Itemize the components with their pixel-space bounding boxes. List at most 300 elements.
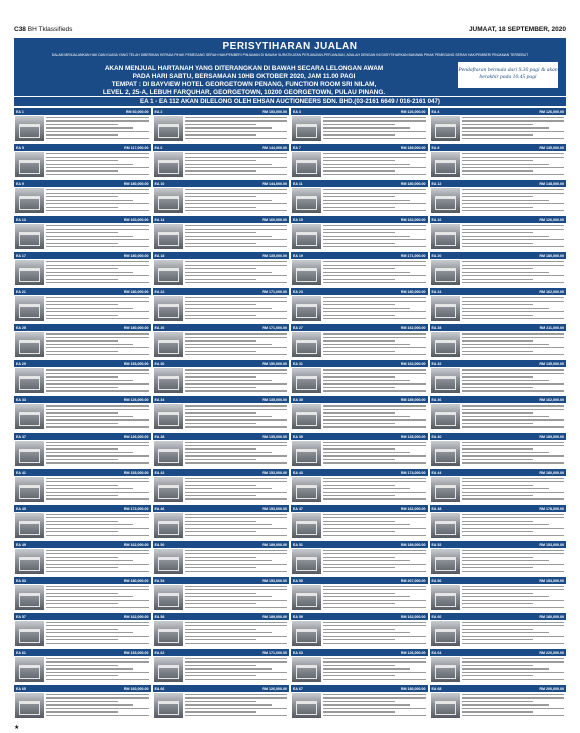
lot-number: EA 53 (16, 578, 26, 583)
lot-listing (153, 144, 290, 179)
lot-description-text (46, 442, 149, 467)
lot-listing (14, 505, 151, 540)
lot-description-text (462, 550, 565, 575)
lot-reserve-price: RM 178,000.00 (539, 506, 564, 511)
lot-description-text (323, 189, 426, 214)
lot-reserve-price: RM 160,000.00 (123, 218, 149, 223)
lot-listing (14, 469, 151, 504)
lot-description-text (323, 297, 426, 322)
lot-number: EA 59 (293, 614, 303, 619)
lot-number: EA 25 (16, 326, 26, 331)
lot-reserve-price: RM 220,000.00 (539, 650, 564, 655)
lot-header (153, 542, 290, 548)
lot-listing (291, 577, 428, 612)
property-photo (154, 477, 183, 502)
lot-number: EA 48 (431, 506, 442, 511)
lot-number: EA 57 (16, 614, 26, 619)
lot-number: EA 58 (154, 614, 165, 619)
auctioneer-line: EA 1 - EA 112 AKAN DILELONG OLEH EHSAN AUCTIONEERS SDN. BHD.(03-2161 6649 / 016-2161 047) (14, 97, 566, 106)
lot-listing (14, 685, 151, 720)
lot-listing (14, 649, 151, 684)
lot-description-text (323, 117, 426, 142)
lot-number: EA 3 (293, 110, 301, 114)
lot-number: EA 39 (293, 434, 303, 439)
lot-reserve-price: RM 135,000.00 (262, 434, 287, 439)
lot-description-text (46, 514, 149, 539)
lot-reserve-price: RM 180,000.00 (400, 686, 426, 691)
lot-header (14, 325, 151, 331)
lot-number: EA 4 (431, 110, 440, 114)
lot-number: EA 66 (154, 686, 165, 691)
lot-header (14, 542, 151, 548)
lot-number: EA 21 (16, 290, 26, 295)
lot-listing (291, 649, 428, 684)
lot-header (153, 253, 290, 259)
lot-reserve-price: RM 144,000.00 (262, 182, 287, 187)
lot-reserve-price: RM 117,000.00 (124, 146, 149, 151)
lot-number: EA 64 (431, 650, 442, 655)
lot-reserve-price: RM 207,000.00 (400, 578, 426, 583)
lot-reserve-price: RM 153,000.00 (539, 542, 564, 547)
lot-number: EA 43 (293, 470, 303, 475)
lot-listing (153, 649, 290, 684)
lot-number: EA 14 (154, 218, 165, 223)
lot-header (14, 397, 151, 403)
lot-description-text (46, 550, 149, 575)
property-photo (292, 549, 321, 574)
lot-listing (291, 433, 428, 468)
lot-listing (14, 541, 151, 576)
lot-header (291, 181, 428, 187)
property-photo (431, 116, 460, 141)
lot-reserve-price: RM 189,000.00 (400, 146, 426, 151)
property-photo (154, 585, 183, 610)
lot-listing (430, 577, 567, 612)
lot-description-text (323, 369, 426, 394)
lot-listing (153, 541, 290, 576)
lot-reserve-price: RM 162,000.00 (400, 506, 426, 511)
lot-description-text (46, 478, 149, 503)
lot-header (291, 289, 428, 295)
lot-reserve-price: RM 135,000.00 (400, 434, 426, 439)
lot-header (153, 506, 290, 512)
lot-reserve-price: RM 171,000.00 (262, 290, 287, 295)
lot-listing (14, 396, 151, 431)
lot-listing (153, 108, 290, 143)
lot-header (430, 361, 567, 367)
lot-description-text (323, 478, 426, 503)
lot-description-text (323, 153, 426, 178)
lot-listing (153, 469, 290, 504)
lot-reserve-price: RM 126,000.00 (539, 110, 564, 114)
lot-number: EA 28 (431, 326, 442, 331)
lot-reserve-price: RM 153,000.00 (262, 578, 287, 583)
lot-number: EA 50 (154, 542, 165, 547)
property-photo (292, 657, 321, 682)
lot-reserve-price: RM 160,000.00 (123, 686, 149, 691)
lot-reserve-price: RM 171,000.00 (400, 254, 426, 259)
lot-header (14, 289, 151, 295)
lot-description-text (462, 658, 565, 683)
lot-reserve-price: RM 189,000.00 (400, 542, 426, 547)
page-label: C38 BH Tklassifieds (14, 26, 73, 33)
lot-number: EA 6 (154, 146, 163, 151)
lot-listing (153, 252, 290, 287)
lot-header (291, 470, 428, 476)
lot-header (291, 614, 428, 620)
lot-listing (153, 180, 290, 215)
lot-header (153, 181, 290, 187)
lot-listing (153, 613, 290, 648)
lot-header (153, 217, 290, 223)
lot-reserve-price: RM 126,000.00 (123, 398, 149, 403)
lot-header (430, 325, 567, 331)
lot-listing (430, 685, 567, 720)
lot-header (14, 650, 151, 656)
lot-description-text (462, 117, 565, 142)
lot-number: EA 11 (293, 182, 303, 187)
page-date: JUMAAT, 18 SEPTEMBER, 2020 (468, 26, 566, 33)
lot-header (291, 434, 428, 440)
lot-number: EA 49 (16, 542, 26, 547)
property-photo (431, 188, 460, 213)
lot-reserve-price: RM 162,000.00 (400, 614, 426, 619)
lot-reserve-price: RM 148,000.00 (539, 182, 564, 187)
lot-header (430, 614, 567, 620)
lot-reserve-price: RM 153,000.00 (123, 362, 149, 367)
lot-description-text (323, 586, 426, 611)
lot-number: EA 20 (431, 254, 442, 259)
lot-reserve-price: RM 135,000.00 (539, 362, 564, 367)
lot-listing (291, 108, 428, 143)
property-photo (154, 549, 183, 574)
lot-listing (153, 577, 290, 612)
lot-reserve-price: RM 180,000.00 (539, 470, 564, 475)
property-photo (431, 404, 460, 429)
lot-number: EA 56 (431, 578, 442, 583)
lot-header (153, 145, 290, 151)
lot-description-text (462, 333, 565, 358)
lot-listing (430, 108, 567, 143)
property-photo (292, 368, 321, 393)
lot-listing (291, 685, 428, 720)
lot-description-text (323, 514, 426, 539)
property-photo (154, 693, 183, 718)
lot-header (430, 470, 567, 476)
lot-number: EA 37 (16, 434, 26, 439)
lot-description-text (185, 117, 288, 142)
lot-description-text (185, 622, 288, 647)
lot-listing (14, 108, 151, 143)
property-photo (154, 368, 183, 393)
lot-description-text (462, 225, 565, 250)
lot-number: EA 34 (154, 398, 165, 403)
lot-header (430, 686, 567, 692)
lot-reserve-price: RM 162,000.00 (400, 362, 426, 367)
lot-number: EA 22 (154, 290, 165, 295)
property-photo (431, 332, 460, 357)
lot-listing (430, 216, 567, 251)
lot-description-text (185, 261, 288, 286)
lot-description-text (46, 189, 149, 214)
lot-listing (153, 433, 290, 468)
property-photo (15, 441, 44, 466)
property-photo (15, 296, 44, 321)
lot-reserve-price: RM 153,000.00 (262, 470, 287, 475)
property-photo (292, 513, 321, 538)
lot-header (430, 181, 567, 187)
lot-reserve-price: RM 153,000.00 (262, 506, 287, 511)
lot-listing (14, 216, 151, 251)
lot-header (153, 434, 290, 440)
lot-listing (153, 685, 290, 720)
lot-listing (430, 288, 567, 323)
lot-listing (430, 541, 567, 576)
lot-description-text (462, 442, 565, 467)
lot-listing (14, 613, 151, 648)
lot-header (153, 686, 290, 692)
lot-header (14, 361, 151, 367)
property-photo (15, 152, 44, 177)
lot-listing (291, 288, 428, 323)
lot-number: EA 45 (16, 506, 26, 511)
lot-reserve-price: RM 126,000.00 (400, 110, 426, 114)
lot-description-text (462, 297, 565, 322)
lot-description-text (323, 694, 426, 719)
lot-header (14, 145, 151, 151)
lot-number: EA 27 (293, 326, 303, 331)
lot-reserve-price: RM 172,000.00 (123, 506, 149, 511)
lot-number: EA 9 (16, 182, 24, 187)
lot-description-text (323, 658, 426, 683)
footnote: ★ (14, 725, 20, 731)
lot-listing (291, 396, 428, 431)
lot-number: EA 67 (293, 686, 303, 691)
lot-reserve-price: RM 126,000.00 (123, 434, 149, 439)
lot-header (430, 289, 567, 295)
property-photo (154, 188, 183, 213)
property-photo (15, 693, 44, 718)
lot-listing (14, 180, 151, 215)
property-photo (15, 585, 44, 610)
lot-number: EA 10 (154, 182, 165, 187)
lot-number: EA 18 (154, 254, 165, 259)
lot-header (291, 686, 428, 692)
lot-description-text (323, 442, 426, 467)
lot-number: EA 55 (293, 578, 303, 583)
lot-listing (14, 324, 151, 359)
lot-description-text (185, 153, 288, 178)
lot-description-text (46, 694, 149, 719)
lot-description-text (185, 694, 288, 719)
lot-description-text (46, 586, 149, 611)
lot-description-text (462, 622, 565, 647)
property-photo (15, 116, 44, 141)
property-photo (154, 621, 183, 646)
property-photo (15, 621, 44, 646)
lot-number: EA 38 (154, 434, 165, 439)
lot-grid (14, 108, 566, 720)
lot-reserve-price: RM 150,000.00 (262, 362, 287, 367)
lot-reserve-price: RM 211,000.00 (539, 326, 564, 331)
lot-reserve-price: RM 171,000.00 (262, 650, 287, 655)
lot-listing (291, 360, 428, 395)
lot-listing (430, 144, 567, 179)
lot-description-text (185, 225, 288, 250)
lot-reserve-price: RM 126,000.00 (400, 650, 426, 655)
lot-reserve-price: RM 180,000.00 (539, 614, 564, 619)
lot-number: EA 35 (293, 398, 303, 403)
lot-number: EA 29 (16, 362, 26, 367)
property-photo (154, 296, 183, 321)
lot-listing (14, 577, 151, 612)
property-photo (154, 224, 183, 249)
property-photo (292, 404, 321, 429)
property-photo (15, 260, 44, 285)
lot-header (14, 614, 151, 620)
lot-header (291, 397, 428, 403)
property-photo (431, 513, 460, 538)
lot-description-text (323, 622, 426, 647)
lot-reserve-price: RM 189,000.00 (400, 398, 426, 403)
lot-listing (430, 613, 567, 648)
lot-header (291, 253, 428, 259)
lot-description-text (46, 405, 149, 430)
lot-number: EA 12 (431, 182, 442, 187)
lot-listing (430, 396, 567, 431)
lot-description-text (462, 189, 565, 214)
lot-description-text (323, 550, 426, 575)
lot-header (430, 145, 567, 151)
lot-number: EA 54 (154, 578, 165, 583)
property-photo (292, 188, 321, 213)
lot-header (14, 109, 151, 115)
lot-description-text (46, 117, 149, 142)
lot-listing (430, 360, 567, 395)
lot-number: EA 36 (431, 398, 442, 403)
lot-description-text (462, 405, 565, 430)
lot-description-text (185, 189, 288, 214)
lot-header (14, 686, 151, 692)
lot-number: EA 2 (154, 110, 163, 114)
lot-listing (291, 180, 428, 215)
lot-number: EA 24 (431, 290, 442, 295)
lot-listing (153, 288, 290, 323)
lot-number: EA 47 (293, 506, 303, 511)
lot-listing (430, 505, 567, 540)
lot-header (153, 470, 290, 476)
lot-description-text (46, 225, 149, 250)
lot-reserve-price: RM 60,000.00 (125, 110, 149, 114)
lot-listing (291, 324, 428, 359)
lot-reserve-price: RM 180,000.00 (400, 290, 426, 295)
lot-description-text (46, 622, 149, 647)
property-photo (292, 693, 321, 718)
property-photo (292, 224, 321, 249)
lot-description-text (323, 261, 426, 286)
property-photo (431, 368, 460, 393)
lot-description-text (46, 297, 149, 322)
property-photo (431, 152, 460, 177)
lot-reserve-price: RM 153,000.00 (123, 650, 149, 655)
lot-description-text (462, 514, 565, 539)
lot-reserve-price: RM 162,000.00 (400, 326, 426, 331)
lot-description-text (323, 333, 426, 358)
lot-description-text (185, 478, 288, 503)
lot-listing (14, 144, 151, 179)
lot-reserve-price: RM 135,000.00 (539, 146, 564, 151)
lot-description-text (462, 694, 565, 719)
property-photo (15, 549, 44, 574)
lot-header (430, 650, 567, 656)
lot-listing (291, 541, 428, 576)
lot-listing (14, 433, 151, 468)
property-photo (292, 477, 321, 502)
lot-reserve-price: RM 126,000.00 (262, 686, 287, 691)
announcement-banner (14, 38, 566, 96)
lot-number: EA 8 (431, 146, 440, 151)
lot-header (430, 253, 567, 259)
lot-header (153, 361, 290, 367)
property-photo (154, 404, 183, 429)
lot-header (430, 578, 567, 584)
lot-reserve-price: RM 200,000.00 (539, 686, 564, 691)
lot-description-text (462, 261, 565, 286)
lot-description-text (185, 333, 288, 358)
property-photo (154, 260, 183, 285)
lot-header (153, 650, 290, 656)
lot-listing (153, 324, 290, 359)
lot-listing (153, 360, 290, 395)
property-photo (15, 477, 44, 502)
lot-description-text (185, 369, 288, 394)
property-photo (431, 296, 460, 321)
lot-reserve-price: RM 174,000.00 (400, 470, 426, 475)
lot-listing (430, 180, 567, 215)
lot-description-text (462, 369, 565, 394)
lot-number: EA 5 (16, 146, 24, 151)
lot-header (430, 542, 567, 548)
property-photo (154, 116, 183, 141)
lot-number: EA 15 (293, 218, 303, 223)
lot-reserve-price: RM 162,000.00 (539, 290, 564, 295)
lot-listing (430, 324, 567, 359)
lot-number: EA 41 (16, 470, 26, 475)
lot-number: EA 68 (431, 686, 442, 691)
lot-header (430, 109, 567, 115)
lot-header (291, 578, 428, 584)
lot-number: EA 40 (431, 434, 442, 439)
lot-reserve-price: RM 162,000.00 (123, 542, 149, 547)
lot-listing (153, 396, 290, 431)
lot-listing (14, 360, 151, 395)
lot-number: EA 62 (154, 650, 165, 655)
property-photo (431, 441, 460, 466)
lot-header (291, 542, 428, 548)
lot-number: EA 44 (431, 470, 442, 475)
lot-description-text (462, 586, 565, 611)
lot-listing (430, 252, 567, 287)
lot-description-text (462, 478, 565, 503)
property-photo (154, 513, 183, 538)
lot-listing (430, 469, 567, 504)
lot-description-text (46, 369, 149, 394)
lot-number: EA 26 (154, 326, 165, 331)
lot-reserve-price: RM 126,000.00 (539, 218, 564, 223)
banner-title: PERISYTIHARAN JUALAN (222, 41, 358, 52)
property-photo (431, 657, 460, 682)
lot-header (153, 578, 290, 584)
